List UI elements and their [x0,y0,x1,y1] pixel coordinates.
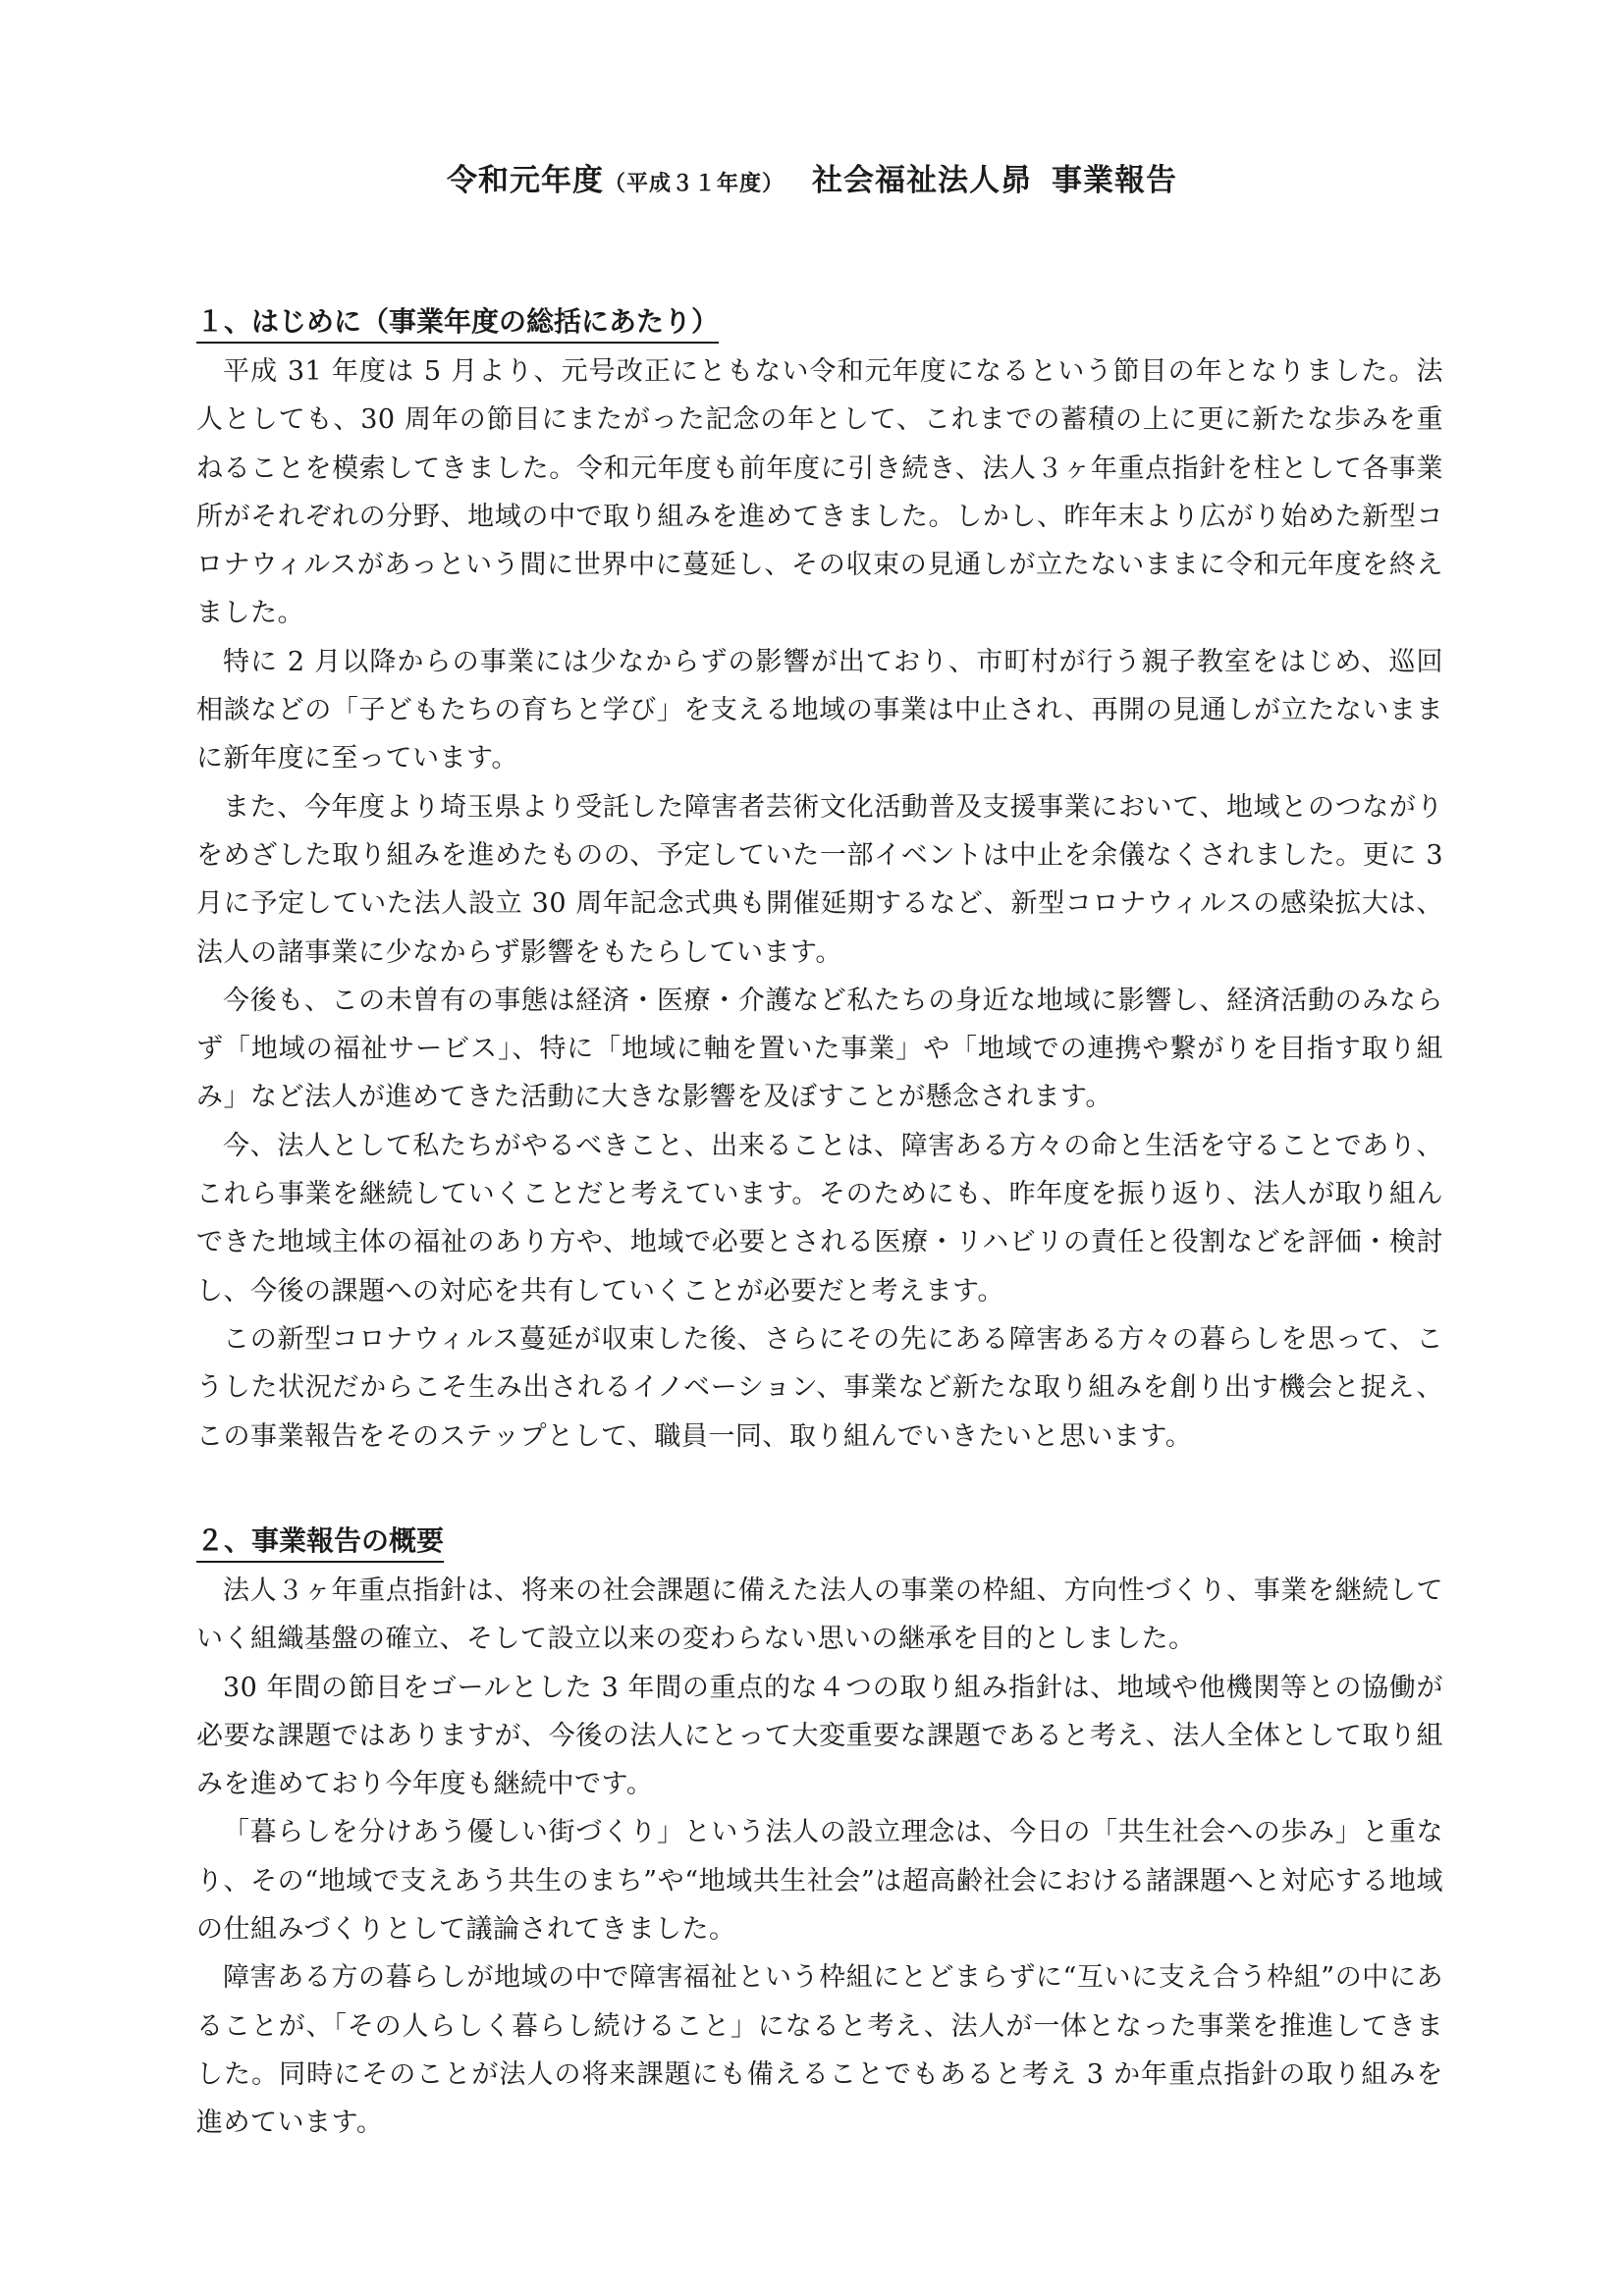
paragraph: 障害ある方の暮らしが地域の中で障害福祉という枠組にとどまらずに“互いに支え合う枠組”の中にあることが、「その人らしく暮らし続けること」になると考え、法人が一体となった事業を推進してきました。同時にそのことが法人の将来課題にも備えることでもあると考え 3 か年重点指針の取り組みを進めています。 [196,1962,1443,2139]
section-introduction [196,304,1443,1461]
title-main: 令和元年度 [446,163,604,198]
title-organization: 社会福祉法人昴 [812,163,1032,198]
section-heading: １、はじめに（事業年度の総括にあたり） [196,304,719,344]
paragraph: 30 年間の節目をゴールとした 3 年間の重点的な４つの取り組み指針は、地域や他機関等との協働が必要な課題ではありますが、今後の法人にとって大変重要な課題であると考え、法人全体として取り組みを進めており今年度も継続中です。 [196,1672,1443,1800]
paragraph: 平成 31 年度は 5 月より、元号改正にともない令和元年度になるという節目の年となりました。法人としても、30 周年の節目にまたがった記念の年として、これまでの蓄積の上に更に新たな歩みを重ねることを模索してきました。令和元年度も前年度に引き続き、法人３ヶ年重点指針を柱として各事業所がそれぞれの分野、地域の中で取り組みを進めてきました。しかし、昨年末より広がり始めた新型コロナウィルスがあっという間に世界中に蔓延し、その収束の見通しが立たないままに令和元年度を終えました。 [196,356,1443,629]
title-fiscal-year-note: （平成３１年度） [603,171,785,196]
section-heading: ２、事業報告の概要 [196,1523,444,1563]
title-report: 事業報告 [1052,163,1177,198]
paragraph: 今、法人として私たちがやるべきこと、出来ることは、障害ある方々の命と生活を守ることであり、これら事業を継続していくことだと考えています。そのためにも、昨年度を振り返り、法人が取り組んできた地域主体の福祉のあり方や、地域で必要とされる医療・リハビリの責任と役割などを評価・検討し、今後の課題への対応を共有していくことが必要だと考えます。 [196,1130,1443,1307]
paragraph: 今後も、この未曽有の事態は経済・医療・介護など私たちの身近な地域に影響し、経済活動のみならず「地域の福祉サービス」、特に「地域に軸を置いた事業」や「地域での連携や繋がりを目指す取り組み」など法人が進めてきた活動に大きな影響を及ぼすことが懸念されます。 [196,985,1443,1113]
paragraph: 法人３ヶ年重点指針は、将来の社会課題に備えた法人の事業の枠組、方向性づくり、事業を継続していく組織基盤の確立、そして設立以来の変わらない思いの継承を目的としました。 [196,1575,1443,1655]
paragraph: この新型コロナウィルス蔓延が収束した後、さらにその先にある障害ある方々の暮らしを思って、こうした状況だからこそ生み出されるイノベーション、事業など新たな取り組みを創り出す機会と捉え、この事業報告をそのステップとして、職員一同、取り組んでいきたいと思います。 [196,1323,1443,1452]
paragraph: 特に 2 月以降からの事業には少なからずの影響が出ており、市町村が行う親子教室をはじめ、巡回相談などの「子どもたちの育ちと学び」を支える地域の事業は中止され、再開の見通しが立たないままに新年度に至っています。 [196,646,1443,774]
section-overview [196,1523,1443,2148]
paragraph: 「暮らしを分けあう優しい街づくり」という法人の設立理念は、今日の「共生社会への歩み」と重なり、その“地域で支えあう共生のまち”や“地域共生社会”は超高齢社会における諸課題へと対応する地域の仕組みづくりとして議論されてきました。 [196,1817,1443,1946]
document-title [0,155,1624,199]
paragraph: また、今年度より埼玉県より受託した障害者芸術文化活動普及支援事業において、地域とのつながりをめざした取り組みを進めたものの、予定していた一部イベントは中止を余儀なくされました。更に 3 月に予定していた法人設立 30 周年記念式典も開催延期するなど、新型コロナウィルスの感染拡大は、法人の諸事業に少なからず影響をもたらしています。 [196,791,1443,968]
